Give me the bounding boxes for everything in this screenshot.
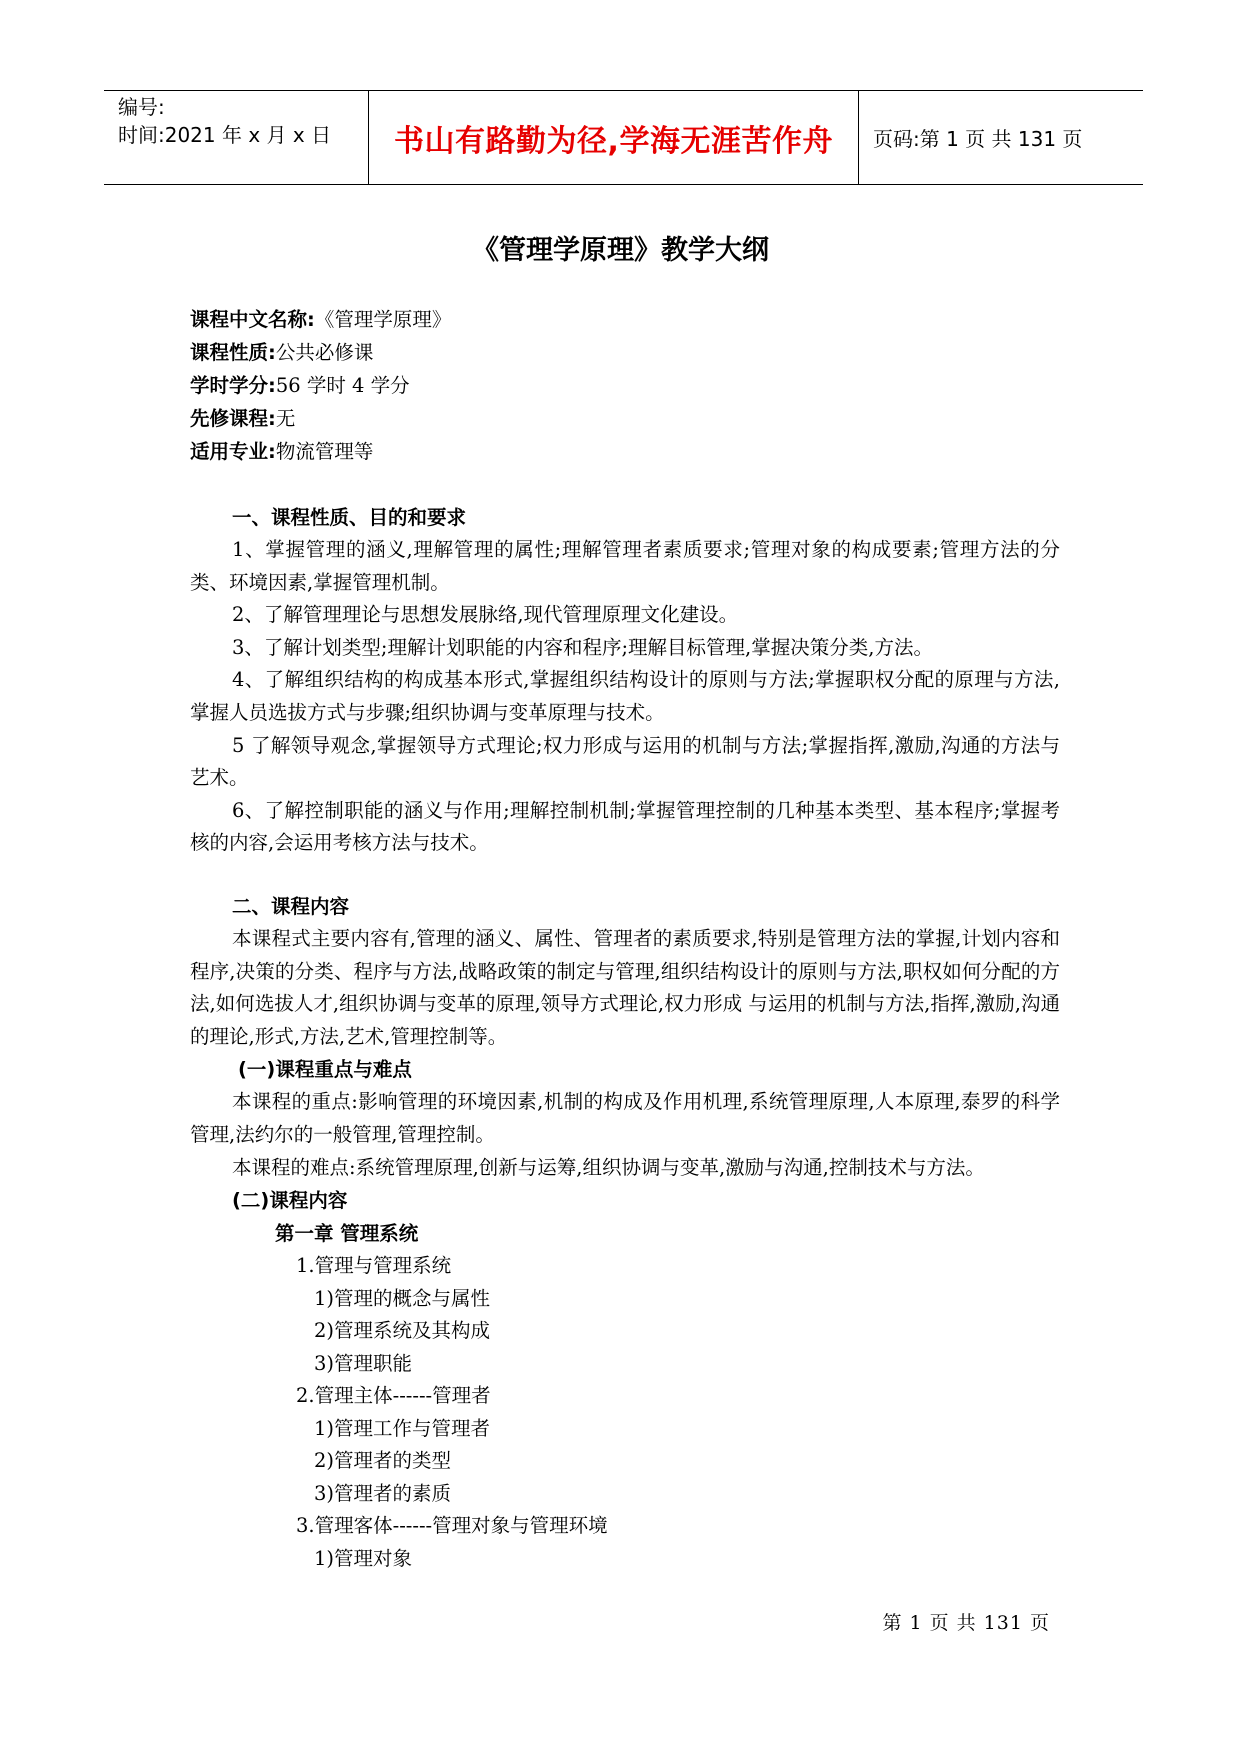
- course-meta: [190, 303, 1060, 468]
- section-heading-content: 二、课程内容: [232, 894, 350, 918]
- objective-paragraph: 5 了解领导观念,掌握领导方式理论;权力形成与运用的机制与方法;掌握指挥,激励,沟通的方法与艺术。: [190, 733, 1060, 790]
- meta-label: 课程中文名称:: [190, 308, 315, 331]
- difficulties-paragraph: 本课程的难点:系统管理原理,创新与运筹,组织协调与变革,激励与沟通,控制技术与方法。: [232, 1155, 985, 1179]
- document-body: [190, 303, 1060, 1575]
- objective-paragraph: 2、了解管理理论与思想发展脉络,现代管理原理文化建设。: [232, 603, 739, 627]
- outline-subitem: 1)管理工作与管理者: [314, 1416, 491, 1440]
- chapter-heading: 第一章 管理系统: [275, 1222, 419, 1246]
- outline-subitem: 1)管理对象: [314, 1546, 413, 1570]
- outline-subitem: 2)管理系统及其构成: [314, 1319, 491, 1343]
- outline-subitem: 3)管理职能: [314, 1351, 413, 1375]
- meta-line-course-type: [190, 336, 1060, 369]
- meta-label: 学时学分:: [190, 374, 276, 397]
- outline-subitem: 3)管理者的素质: [314, 1481, 452, 1505]
- outline-item: 3.管理客体------管理对象与管理环境: [296, 1514, 608, 1538]
- number-label: 编号:: [118, 95, 165, 119]
- meta-line-prerequisite: [190, 402, 1060, 435]
- objective-paragraph: 4、了解组织结构的构成基本形式,掌握组织结构设计的原则与方法;掌握职权分配的原理与方法,掌握人员选拔方式与步骤;组织协调与变革原理与技术。: [190, 668, 1060, 724]
- objective-paragraph: 3、了解计划类型;理解计划职能的内容和程序;理解目标管理,掌握决策分类,方法。: [232, 635, 933, 659]
- meta-value: 56 学时 4 学分: [275, 374, 410, 397]
- meta-line-credits: [190, 369, 1060, 402]
- content-intro-paragraph: 本课程式主要内容有,管理的涵义、属性、管理者的素质要求,特别是管理方法的掌握,计划内容和程序,决策的分类、程序与方法,战略政策的制定与管理,组织结构设计的原则与方法,职权如何分配的方法,如何选拔人才,组织协调与变革的原理,领导方式理论,权力形成 与运用的机制与方法,指挥,激励,沟通的理论,形式,方法,艺术,管理控制等。: [190, 926, 1060, 1048]
- meta-label: 适用专业:: [190, 440, 276, 463]
- key-points-paragraph: 本课程的重点:影响管理的环境因素,机制的构成及作用机理,系统管理原理,人本原理,泰罗的科学管理,法约尔的一般管理,管理控制。: [190, 1090, 1060, 1146]
- meta-label: 先修课程:: [190, 407, 276, 430]
- document-title: 《管理学原理》教学大纲: [472, 235, 769, 266]
- outline-item: 2.管理主体------管理者: [296, 1384, 491, 1408]
- page-footer: 第 1 页 共 131 页: [882, 1612, 1050, 1634]
- outline-subitem: 1)管理的概念与属性: [314, 1286, 491, 1310]
- outline-subitem: 2)管理者的类型: [314, 1449, 452, 1473]
- header-motto: 书山有路勤为径,学海无涯苦作舟: [369, 91, 859, 184]
- subsection-heading-course-content: (二)课程内容: [232, 1189, 348, 1213]
- header-left-cell: [104, 91, 369, 184]
- meta-value: 公共必修课: [275, 341, 374, 364]
- outline-item: 1.管理与管理系统: [296, 1254, 452, 1278]
- meta-value: 物流管理等: [275, 440, 374, 463]
- meta-line-course-name: [190, 303, 1060, 336]
- objective-paragraph: 6、了解控制职能的涵义与作用;理解控制机制;掌握管理控制的几种基本类型、基本程序;掌握考核的内容,会运用考核方法与技术。: [190, 798, 1060, 855]
- page-header: [104, 90, 1143, 185]
- meta-value: 无: [275, 407, 296, 430]
- meta-value: 《管理学原理》: [314, 308, 452, 331]
- section-heading-objectives: 一、课程性质、目的和要求: [232, 506, 467, 529]
- meta-line-major: [190, 435, 1060, 468]
- header-page-info: 页码:第 1 页 共 131 页: [873, 127, 1083, 151]
- meta-label: 课程性质:: [190, 341, 276, 364]
- subsection-heading-key-points: (一)课程重点与难点: [238, 1058, 412, 1082]
- objective-paragraph: 1、掌握管理的涵义,理解管理的属性;理解管理者素质要求;管理对象的构成要素;管理方法的分类、环境因素,掌握管理机制。: [190, 538, 1060, 594]
- time-label: 时间:2021 年 x 月 x 日: [118, 123, 332, 147]
